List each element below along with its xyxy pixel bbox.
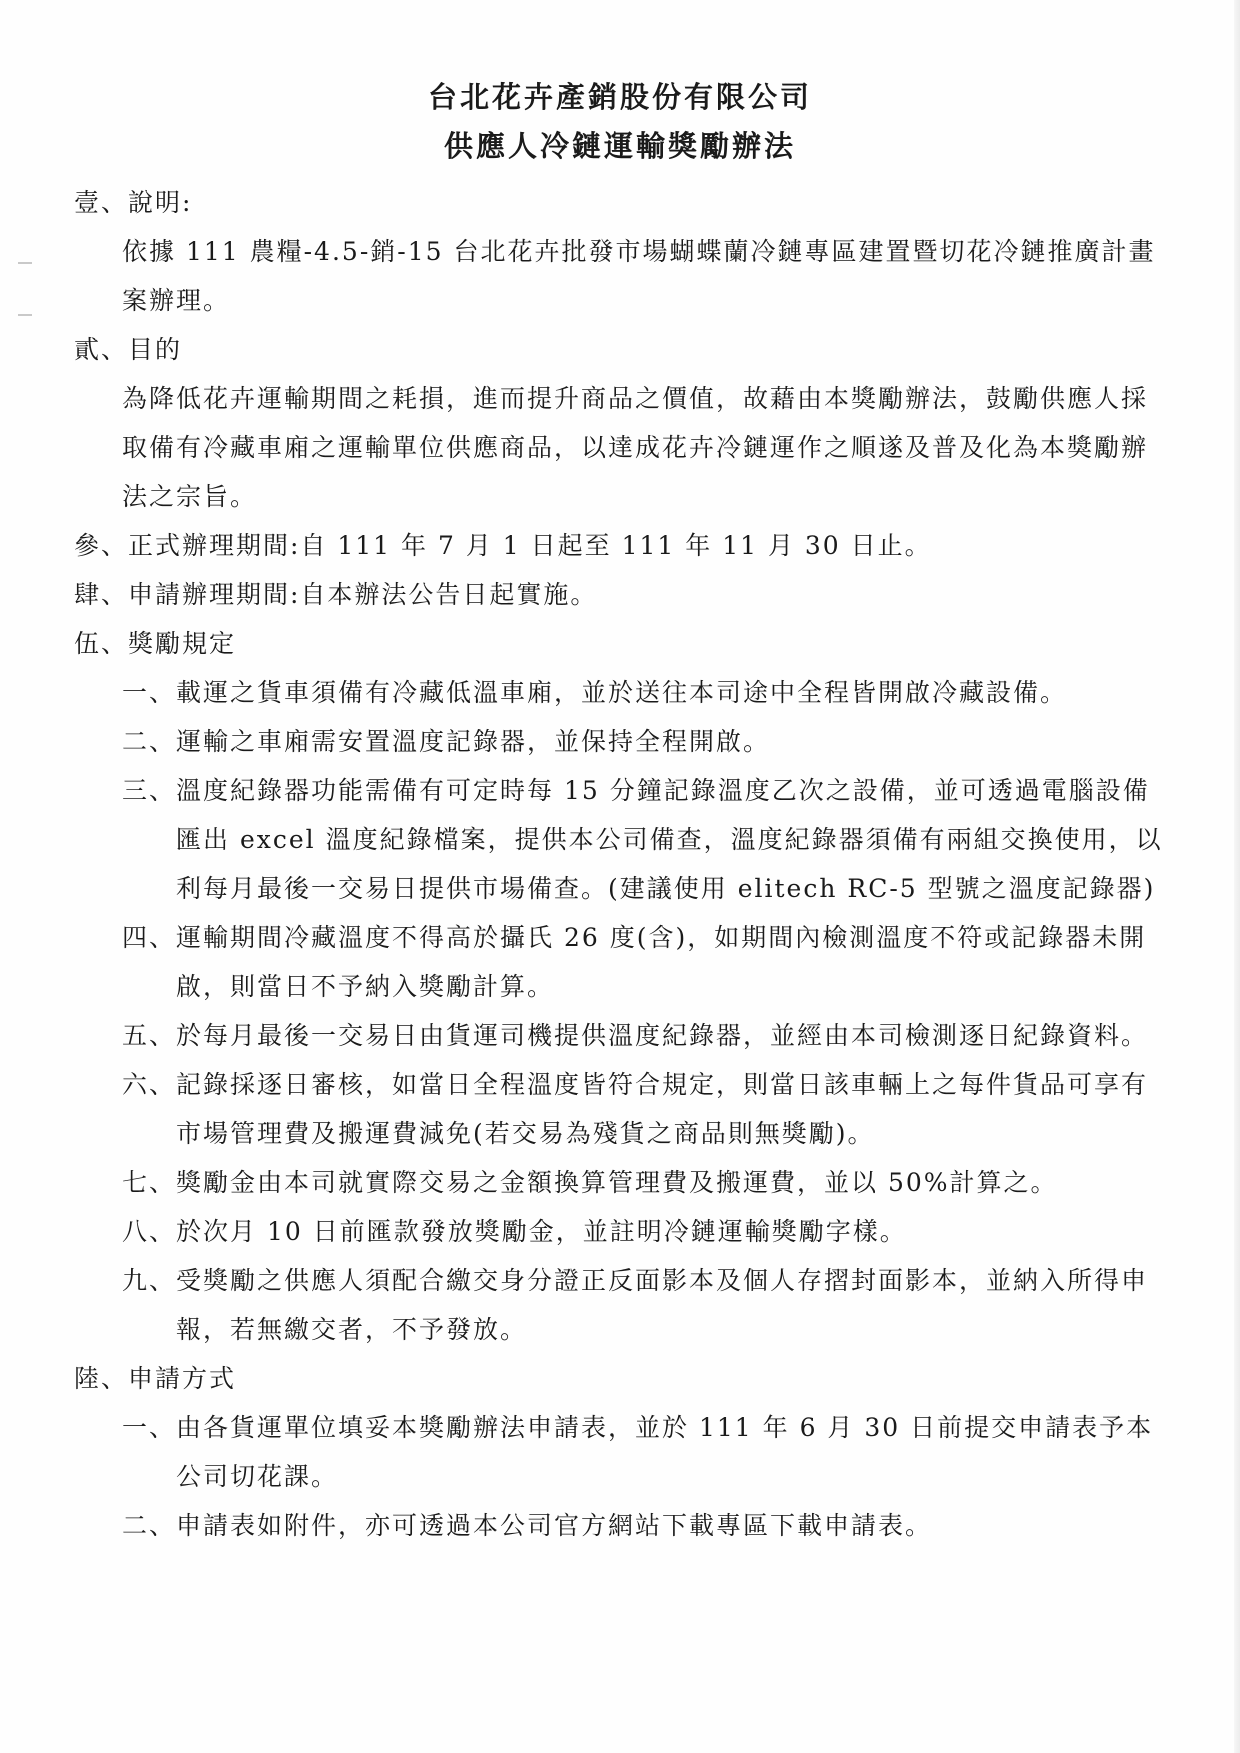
section-paragraph-2: 為降低花卉運輸期間之耗損，進而提升商品之價值，故藉由本獎勵辦法，鼓勵供應人採取備有冷藏車廂之運輸單位供應商品，以達成花卉冷鏈運作之順遂及普及化為本獎勵辦法之宗旨。 xyxy=(122,384,1149,511)
list-item-text: 於次月 10 日前匯款發放獎勵金，並註明冷鏈運輸獎勵字樣。 xyxy=(176,1217,907,1246)
list-item xyxy=(122,1403,1174,1501)
scan-mark xyxy=(18,262,32,264)
list-item xyxy=(122,668,1174,717)
document-title-regulation: 供應人冷鏈運輸獎勵辦法 xyxy=(443,129,796,163)
scan-mark xyxy=(18,314,32,316)
list-item-text: 申請表如附件，亦可透過本公司官方網站下載專區下載申請表。 xyxy=(176,1511,933,1540)
list-item-number: 八、 xyxy=(122,1217,177,1246)
section-paragraph-1: 依據 111 農糧-4.5-銷-15 台北花卉批發市場蝴蝶蘭冷鏈專區建置暨切花冷鏈推廣計畫案辦理。 xyxy=(122,237,1156,315)
list-item-number: 二、 xyxy=(122,1511,177,1540)
list-item xyxy=(122,766,1174,913)
list-item xyxy=(122,717,1174,766)
scan-edge-shadow xyxy=(1234,0,1240,1753)
list-item-text: 由各貨運單位填妥本獎勵辦法申請表，並於 111 年 6 月 30 日前提交申請表予本公司切花課。 xyxy=(176,1413,1154,1491)
document-title-company: 台北花卉產銷股份有限公司 xyxy=(427,80,812,114)
list-item-number: 三、 xyxy=(122,776,177,805)
list-item-text: 運輸之車廂需安置溫度記錄器，並保持全程開啟。 xyxy=(176,727,771,756)
section-heading-4: 肆、申請辦理期間:自本辦法公告日起實施。 xyxy=(74,580,598,609)
list-item-number: 一、 xyxy=(122,678,177,707)
list-item-number: 五、 xyxy=(122,1021,177,1050)
list-item-number: 九、 xyxy=(122,1266,177,1295)
list-item xyxy=(122,1207,1174,1256)
list-item-text: 溫度紀錄器功能需備有可定時每 15 分鐘記錄溫度乙次之設備，並可透過電腦設備匯出 excel 溫度紀錄檔案，提供本公司備查，溫度紀錄器須備有兩組交換使用，以利每月最後一交易日提供市場備查。(建議使用 elitech RC-5 型號之溫度記錄器) xyxy=(176,776,1163,903)
section-heading-1: 壹、說明: xyxy=(74,188,193,217)
list-item-text: 於每月最後一交易日由貨運司機提供溫度紀錄器，並經由本司檢測逐日紀錄資料。 xyxy=(176,1021,1149,1050)
list-item-number: 四、 xyxy=(122,923,177,952)
section-heading-5: 伍、獎勵規定 xyxy=(74,629,237,658)
list-item-text: 獎勵金由本司就實際交易之金額換算管理費及搬運費，並以 50%計算之。 xyxy=(176,1168,1058,1197)
section-heading-6: 陸、申請方式 xyxy=(74,1364,237,1393)
list-item xyxy=(122,1256,1174,1354)
list-item-number: 一、 xyxy=(122,1413,177,1442)
list-item-number: 七、 xyxy=(122,1168,177,1197)
list-item-text: 記錄採逐日審核，如當日全程溫度皆符合規定，則當日該車輛上之每件貨品可享有市場管理費及搬運費減免(若交易為殘貨之商品則無獎勵)。 xyxy=(176,1070,1149,1148)
list-item xyxy=(122,1060,1174,1158)
list-item xyxy=(122,1011,1174,1060)
list-item-text: 載運之貨車須備有冷藏低溫車廂，並於送往本司途中全程皆開啟冷藏設備。 xyxy=(176,678,1068,707)
list-item-text: 運輸期間冷藏溫度不得高於攝氏 26 度(含)，如期間內檢測溫度不符或記錄器未開啟，則當日不予納入獎勵計算。 xyxy=(176,923,1147,1001)
list-item-number: 六、 xyxy=(122,1070,177,1099)
document-body xyxy=(74,178,1174,1550)
section-heading-3: 參、正式辦理期間:自 111 年 7 月 1 日起至 111 年 11 月 30 日止。 xyxy=(74,531,932,560)
list-item xyxy=(122,1158,1174,1207)
list-item xyxy=(122,913,1174,1011)
list-item-number: 二、 xyxy=(122,727,177,756)
section-heading-2: 貳、目的 xyxy=(74,335,183,364)
list-item xyxy=(122,1501,1174,1550)
list-item-text: 受獎勵之供應人須配合繳交身分證正反面影本及個人存摺封面影本，並納入所得申報，若無繳交者，不予發放。 xyxy=(176,1266,1149,1344)
